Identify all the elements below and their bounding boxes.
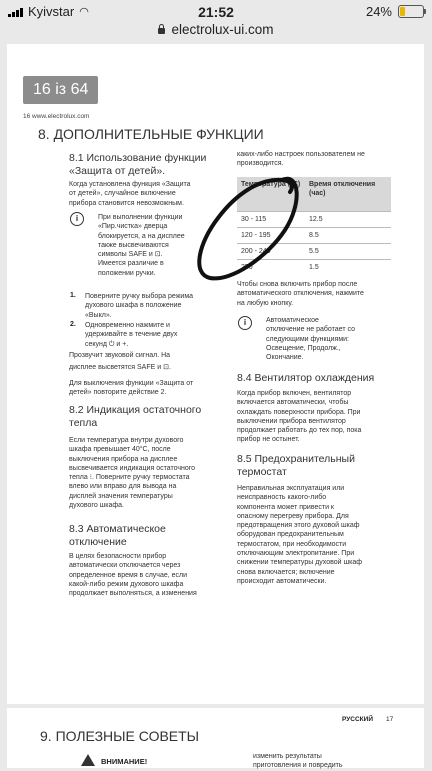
text-line: «Пир.чистка» дверца [98,223,168,231]
table-cell: 5.5 [305,244,391,260]
column-header: Время отключения (час) [305,177,391,212]
s85-paragraph [237,484,362,586]
page-number: 17 [386,716,394,723]
heading-line: 8.5 Предохранительный [237,453,355,465]
after-table-text [237,280,364,308]
text-line: прибор не остынет. [237,436,300,444]
text-line: Одновременно нажмите и [85,322,170,329]
step-2 [85,321,177,349]
battery-area [366,4,424,19]
text-line: Прозвучит звуковой сигнал. На [69,352,171,359]
status-bar [0,0,432,24]
s84-heading: 8.4 Вентилятор охлаждения [237,372,375,384]
text-line: Для выключения функции «Защита от [69,380,194,387]
s83-paragraph [69,552,197,598]
next-section-title: 9. ПОЛЕЗНЫЕ СОВЕТЫ [40,728,200,744]
text-line: изменить результаты [253,753,322,760]
text-line: приготовления и повредить [253,762,343,770]
text-line: какой-либо режим духового шкафа [69,580,184,588]
s81-heading [69,152,206,178]
s82-heading [69,404,201,430]
text-line: неисправность какого-либо [237,494,327,502]
text-line: положении ручки. [98,269,156,277]
info-icon: i [238,316,252,330]
text-line: Освещение, Продолж., [266,344,341,352]
s84-paragraph [237,389,361,445]
table-cell: 200 - 245 [237,244,305,260]
text-line: включается автоматически, чтобы [237,399,349,407]
table-cell: 12.5 [305,212,391,228]
battery-icon [398,5,424,18]
text-line: отключение не работает со [266,326,355,334]
info-icon: i [70,212,84,226]
auto-off-note [266,316,355,362]
text-line: определенное время в случае, если [69,571,188,579]
step-number: 2. [70,321,76,328]
text-line: производится. [237,160,284,168]
text-line: выключении прибора вентилятор [237,417,346,425]
column-header: Температура (°C) [237,177,305,212]
s82-paragraph [69,436,195,510]
text-line: Автоматическое [266,317,319,324]
table-cell: 1.5 [305,260,391,276]
text-line: Неправильная эксплуатация или [237,485,345,492]
table-cell: 120 - 195 [237,228,305,244]
text-line: дисплей значения температуры [69,492,173,500]
text-line: оборудован предохранительным [237,531,344,539]
step-number: 1. [70,292,76,299]
text-line: компонента может привести к [237,503,334,511]
text-line: предотвращения этого духовой шкаф [237,522,360,530]
heading-line: 8.2 Индикация остаточного [69,404,202,416]
text-line: отключающим электропитание. При [237,550,355,558]
text-line: каких-либо настроек пользователем не [237,151,365,158]
text-line: духового шкафа. [69,502,124,510]
text-line: секунд ⏻ и +. [85,340,129,348]
heading-line: 8.3 Автоматическое [69,523,166,535]
s81-paragraph-3 [69,379,193,398]
text-line: Имеется различие в [98,260,164,268]
text-line: тепла ⁝. Поверните ручку термостата [69,474,190,482]
page-header: 16 www.electrolux.com [23,113,90,120]
s81-note [98,213,185,278]
text-line: термостатом, при необходимости [237,540,347,548]
text-line: В целях безопасности прибор [69,553,167,560]
s81-heading-line: «Защита от детей». [69,165,166,177]
lock-icon [158,28,165,34]
text-line: снова включается; включение [237,568,335,576]
warning-label: ВНИМАНИЕ! [101,757,148,766]
heading-line: отключение [69,536,127,548]
text-line: Когда установлена функция «Защита [69,181,191,188]
text-line: также высвечиваются [98,241,169,249]
table-cell: 8.5 [305,228,391,244]
text-line: При выполнении функции [98,214,183,221]
text-line: автоматически отключается через [69,562,181,570]
text-line: происходит автоматически. [237,577,327,585]
text-line: символы SAFE и ⊡. [98,251,163,259]
carrier-name: Kyivstar [28,4,75,19]
address-bar[interactable] [0,22,432,37]
text-line: влево или вправо для вывода на [69,483,177,491]
hand-drawn-circle [190,164,310,288]
status-time: 21:52 [198,4,234,20]
text-line: духового шкафа в положение [85,302,182,310]
s81-paragraph [69,180,191,208]
text-line: продолжает выполняться, а изменения [69,590,197,598]
text-line: блокируется, а на дисплее [98,232,185,240]
section-title: 8. ДОПОЛНИТЕЛЬНЫЕ ФУНКЦИИ [38,126,264,142]
text-line: дисплее высветятся SAFE и ⊡. [69,364,171,372]
text-line: Когда прибор включен, вентилятор [237,390,352,397]
text-line: Окончание. [266,354,304,362]
s85-heading [237,453,355,479]
text-line: удерживайте в течение двух [85,331,178,339]
warning-icon [81,754,95,766]
text-line: высвечивается индикация остаточного [69,464,196,472]
step-1 [85,292,193,320]
table-cell: 250 [237,260,305,276]
text-line: прибора становится невозможным. [69,199,184,207]
text-line: Если температура внутри духового [69,437,184,444]
text-line: шкафа превышает 40°C, после [69,446,171,454]
text-line: от детей», случайное включение [69,190,176,198]
text-line: опасному перегреву прибора. Для [237,512,349,520]
s83-heading [69,523,166,549]
text-line: снижении температуры духовой шкаф [237,559,362,567]
language-label: РУССКИЙ [342,716,373,723]
heading-line: термостат [237,466,287,478]
text-line: охлаждать поверхности прибора. При [237,408,361,416]
text-line: автоматического отключения, нажмите [237,290,364,298]
text-line: Поверните ручку выбора режима [85,293,194,300]
page-counter: 16 із 64 [23,76,98,104]
text-line: «Выкл». [85,311,112,319]
s81-heading-line: 8.1 Использование функции [69,152,207,164]
heading-line: тепла [69,417,98,429]
table-cell: 30 - 115 [237,212,305,228]
url-text: electrolux-ui.com [171,22,274,37]
battery-percent: 24% [365,4,392,19]
text-line: следующими функциями: [266,335,349,343]
text-line: детей» повторите действие 2. [69,389,167,397]
text-line: продолжает работать до тех пор, пока [237,427,362,435]
text-line: на любую кнопку. [237,299,294,307]
text-line: Чтобы снова включить прибор после [237,281,358,288]
wifi-icon: ◠ [79,6,89,18]
s81-paragraph-2 [69,351,171,373]
text-line: выключения прибора на дисплее [69,455,178,463]
